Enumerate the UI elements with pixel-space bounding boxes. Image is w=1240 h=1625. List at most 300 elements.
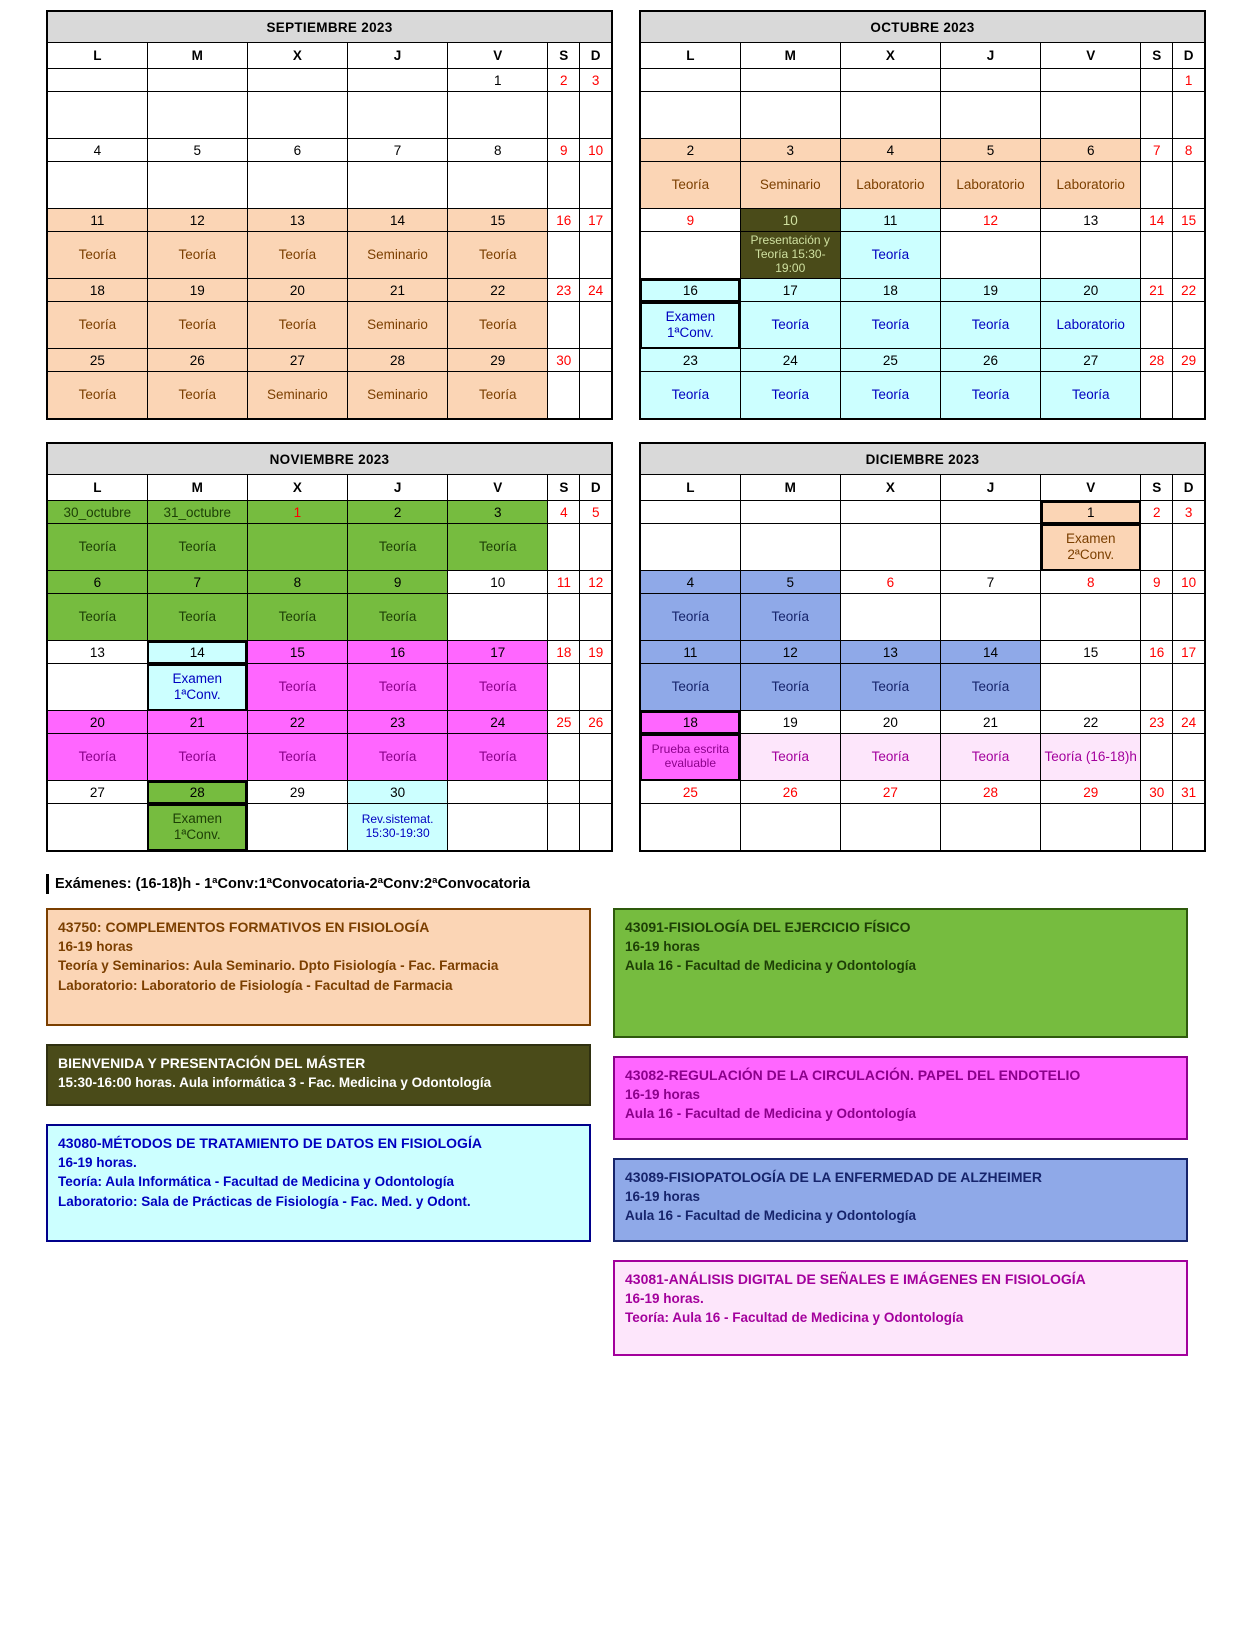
- day-number: 12: [740, 641, 840, 664]
- dow-d: D: [580, 475, 612, 501]
- day-number: 7: [1141, 139, 1173, 162]
- dow-d: D: [1173, 475, 1205, 501]
- day-number: 11: [548, 571, 580, 594]
- day-number: 16: [348, 641, 448, 664]
- day-event: Teoría: [47, 524, 147, 571]
- day-event: [640, 804, 740, 852]
- day-event: [1141, 92, 1173, 139]
- day-event-examen: Examen 1ªConv.: [147, 664, 247, 711]
- day-event: Teoría: [147, 232, 247, 279]
- day-number: 10: [580, 139, 612, 162]
- day-number: 14: [1141, 209, 1173, 232]
- course-legend-left-column: [46, 908, 591, 1260]
- course-box-43750: [46, 908, 591, 1026]
- day-event: Teoría: [448, 524, 548, 571]
- day-number: 6: [247, 139, 347, 162]
- day-event: Laboratorio: [940, 162, 1040, 209]
- day-event: [580, 92, 612, 139]
- day-event: Teoría: [640, 664, 740, 711]
- week-text-row: [640, 162, 1205, 209]
- day-number: 29: [1173, 349, 1205, 372]
- day-number: 6: [1041, 139, 1141, 162]
- dow-l: L: [640, 475, 740, 501]
- week-num-row: [47, 781, 612, 804]
- day-number: 9: [548, 139, 580, 162]
- day-number: 18: [47, 279, 147, 302]
- day-event: [840, 804, 940, 852]
- dow-d: D: [580, 43, 612, 69]
- day-event: [548, 524, 580, 571]
- course-title: 43080-MÉTODOS DE TRATAMIENTO DE DATOS EN FISIOLOGÍA: [58, 1135, 482, 1151]
- course-location-1: Aula 16 - Facultad de Medicina y Odontología: [625, 1208, 917, 1224]
- day-event: Teoría: [840, 664, 940, 711]
- day-event: [1173, 594, 1205, 641]
- day-number: 11: [640, 641, 740, 664]
- day-event: Teoría: [247, 302, 347, 349]
- day-number: 1: [448, 69, 548, 92]
- week-num-row: [47, 501, 612, 524]
- dow-x: X: [247, 475, 347, 501]
- day-number: [448, 781, 548, 804]
- day-number: 1: [1041, 501, 1141, 524]
- course-box-43082: [613, 1056, 1188, 1140]
- day-number: 26: [740, 781, 840, 804]
- day-number: 27: [247, 349, 347, 372]
- day-number: 1: [247, 501, 347, 524]
- day-event: [548, 664, 580, 711]
- day-event: [840, 594, 940, 641]
- day-number: 8: [1041, 571, 1141, 594]
- course-hours: 16-19 horas: [625, 1086, 701, 1102]
- day-event: [1173, 302, 1205, 349]
- day-event: Teoría: [840, 302, 940, 349]
- day-number: 2: [1141, 501, 1173, 524]
- day-event: [840, 524, 940, 571]
- dow-l: L: [47, 43, 147, 69]
- day-number: 24: [740, 349, 840, 372]
- day-number: 2: [640, 139, 740, 162]
- week-num-row: [47, 139, 612, 162]
- day-event: Teoría: [640, 594, 740, 641]
- day-event: [1141, 804, 1173, 852]
- week-text-row: [640, 524, 1205, 571]
- week-text-row: [640, 594, 1205, 641]
- day-event: Teoría: [448, 734, 548, 781]
- course-title: 43091-FISIOLOGÍA DEL EJERCICIO FÍSICO: [625, 919, 911, 935]
- dow-x: X: [247, 43, 347, 69]
- day-event: [47, 162, 147, 209]
- day-number: [1141, 69, 1173, 92]
- day-number: 20: [1041, 279, 1141, 302]
- course-hours: 16-19 horas.: [625, 1290, 704, 1306]
- day-event: Teoría: [740, 734, 840, 781]
- day-event-examen: Examen 1ªConv.: [640, 302, 740, 349]
- dow-m: M: [147, 43, 247, 69]
- day-event: [548, 302, 580, 349]
- day-number: 30: [548, 349, 580, 372]
- day-number: 5: [740, 571, 840, 594]
- day-number: 7: [147, 571, 247, 594]
- week-num-row: [47, 349, 612, 372]
- day-event: Seminario: [347, 302, 447, 349]
- week-text-row: [47, 524, 612, 571]
- week-num-row: [47, 711, 612, 734]
- day-event: Teoría: [147, 372, 247, 420]
- day-number: [247, 69, 347, 92]
- course-location-1: Teoría y Seminarios: Aula Seminario. Dpto Fisiología - Fac. Farmacia: [58, 958, 499, 974]
- day-event: [940, 594, 1040, 641]
- day-event: Laboratorio: [1041, 302, 1141, 349]
- day-number: 3: [580, 69, 612, 92]
- day-number: 17: [740, 279, 840, 302]
- day-number: 30: [348, 781, 448, 804]
- day-number: 21: [1141, 279, 1173, 302]
- day-event: Teoría: [840, 372, 940, 420]
- day-number: 13: [1041, 209, 1141, 232]
- day-number: [580, 781, 612, 804]
- calendar-octubre: [639, 10, 1206, 420]
- day-event: [448, 594, 548, 641]
- day-event: [1041, 232, 1141, 279]
- day-number: 12: [580, 571, 612, 594]
- course-title: BIENVENIDA Y PRESENTACIÓN DEL MÁSTER: [58, 1055, 366, 1071]
- day-event: [548, 162, 580, 209]
- week-num-row: [47, 571, 612, 594]
- week-num-row: [640, 571, 1205, 594]
- day-event: [548, 594, 580, 641]
- dow-j: J: [347, 43, 447, 69]
- day-number: [940, 69, 1040, 92]
- course-location-2: Laboratorio: Sala de Prácticas de Fisiología - Fac. Med. y Odont.: [58, 1194, 471, 1210]
- day-number: 9: [640, 209, 740, 232]
- day-number: 30: [1141, 781, 1173, 804]
- day-number: 9: [348, 571, 448, 594]
- week-text-row: [640, 664, 1205, 711]
- dow-s: S: [548, 43, 580, 69]
- day-event: Teoría: [740, 594, 840, 641]
- day-number: 28: [940, 781, 1040, 804]
- day-number: 15: [448, 209, 548, 232]
- day-event: [640, 524, 740, 571]
- day-event: Teoría: [348, 734, 448, 781]
- course-hours: 16-19 horas: [625, 938, 701, 954]
- day-event: Teoría: [448, 232, 548, 279]
- day-event: [1041, 804, 1141, 852]
- day-number: [1041, 69, 1141, 92]
- day-number: 16: [1141, 641, 1173, 664]
- day-number: 9: [1141, 571, 1173, 594]
- week-num-row: [640, 349, 1205, 372]
- day-number: 15: [247, 641, 347, 664]
- day-event: [1141, 664, 1173, 711]
- day-event: [1141, 372, 1173, 420]
- day-number: 23: [1141, 711, 1173, 734]
- day-number: 7: [940, 571, 1040, 594]
- week-text-row: [640, 302, 1205, 349]
- day-event: [1041, 594, 1141, 641]
- course-location-1: Teoría: Aula Informática - Facultad de Medicina y Odontología: [58, 1174, 455, 1190]
- day-number: [640, 69, 740, 92]
- dow-m: M: [147, 475, 247, 501]
- day-number: 14: [940, 641, 1040, 664]
- week-text-row: [47, 734, 612, 781]
- day-event: Teoría: [348, 524, 448, 571]
- day-number: 27: [1041, 349, 1141, 372]
- day-event: [147, 92, 247, 139]
- day-number: 14: [147, 641, 247, 664]
- day-event: Teoría: [740, 664, 840, 711]
- day-event: Teoría: [147, 302, 247, 349]
- day-event: [640, 232, 740, 279]
- calendar-noviembre: [46, 442, 613, 852]
- day-event: [1141, 594, 1173, 641]
- day-event: [247, 804, 347, 852]
- day-event: [47, 92, 147, 139]
- day-number: 8: [448, 139, 548, 162]
- day-event: [580, 664, 612, 711]
- day-event: [1173, 664, 1205, 711]
- day-event: [580, 232, 612, 279]
- week-num-row: [640, 501, 1205, 524]
- day-event: [640, 92, 740, 139]
- day-number: 17: [580, 209, 612, 232]
- day-event: [1173, 92, 1205, 139]
- day-number: [740, 501, 840, 524]
- day-number: 31_octubre: [147, 501, 247, 524]
- day-event: [548, 804, 580, 852]
- day-number: 1: [1173, 69, 1205, 92]
- day-event: [247, 524, 347, 571]
- calendar-title: SEPTIEMBRE 2023: [47, 11, 612, 43]
- dow-d: D: [1173, 43, 1205, 69]
- day-number: 4: [640, 571, 740, 594]
- day-event: Teoría: [147, 524, 247, 571]
- dow-v: V: [1041, 43, 1141, 69]
- week-text-row: [47, 372, 612, 420]
- day-number: [347, 69, 447, 92]
- day-number: 12: [147, 209, 247, 232]
- day-event: Teoría: [247, 664, 347, 711]
- day-event: [1041, 664, 1141, 711]
- course-location-1: 15:30-16:00 horas. Aula informática 3 - Fac. Medicina y Odontología: [58, 1074, 492, 1090]
- course-location-1: Aula 16 - Facultad de Medicina y Odontología: [625, 1106, 917, 1122]
- day-event: [548, 372, 580, 420]
- exam-legend: Exámenes: (16-18)h - 1ªConv:1ªConvocatoria-2ªConv:2ªConvocatoria: [46, 874, 1240, 894]
- day-number: 13: [47, 641, 147, 664]
- day-event: [1141, 162, 1173, 209]
- course-location-1: Aula 16 - Facultad de Medicina y Odontología: [625, 958, 917, 974]
- calendar-page: [0, 10, 1240, 1625]
- day-event: [1173, 524, 1205, 571]
- day-event: [1141, 524, 1173, 571]
- day-number: [548, 781, 580, 804]
- week-num-row: [640, 711, 1205, 734]
- day-number: 28: [347, 349, 447, 372]
- calendar-diciembre: [639, 442, 1206, 852]
- day-number: 5: [580, 501, 612, 524]
- day-number: 13: [840, 641, 940, 664]
- day-number: 27: [47, 781, 147, 804]
- day-event: [740, 92, 840, 139]
- day-number: 23: [640, 349, 740, 372]
- day-number: 4: [840, 139, 940, 162]
- day-event: [1173, 372, 1205, 420]
- day-number: 26: [580, 711, 612, 734]
- day-number: 25: [548, 711, 580, 734]
- day-event: Teoría: [348, 594, 448, 641]
- day-number: 2: [348, 501, 448, 524]
- day-number: 25: [47, 349, 147, 372]
- course-legend-right-column: [613, 908, 1188, 1374]
- day-event: [580, 594, 612, 641]
- day-event: Teoría: [348, 664, 448, 711]
- day-event: Teoría: [840, 734, 940, 781]
- dow-l: L: [47, 475, 147, 501]
- week-num-row: [640, 781, 1205, 804]
- week-text-row: [640, 372, 1205, 420]
- calendar-septiembre: [46, 10, 613, 420]
- calendar-grid: [46, 10, 1240, 852]
- day-number: 22: [448, 279, 548, 302]
- day-event: [448, 804, 548, 852]
- course-title: 43089-FISIOPATOLOGÍA DE LA ENFERMEDAD DE ALZHEIMER: [625, 1169, 1042, 1185]
- day-event: [1141, 734, 1173, 781]
- day-event: Teoría: [47, 232, 147, 279]
- week-num-row: [640, 209, 1205, 232]
- day-event: [940, 804, 1040, 852]
- day-number: 15: [1173, 209, 1205, 232]
- day-event: [580, 302, 612, 349]
- day-event: [548, 92, 580, 139]
- day-number: 18: [840, 279, 940, 302]
- day-number: [640, 501, 740, 524]
- day-number: 24: [580, 279, 612, 302]
- day-event: Teoría: [840, 232, 940, 279]
- dow-j: J: [348, 475, 448, 501]
- day-event: Teoría: [47, 302, 147, 349]
- calendar-title: DICIEMBRE 2023: [640, 443, 1205, 475]
- day-number: 18: [640, 711, 740, 734]
- day-event: Teoría: [47, 372, 147, 420]
- day-number: 19: [147, 279, 247, 302]
- day-number: 29: [1041, 781, 1141, 804]
- course-hours: 16-19 horas: [625, 1188, 701, 1204]
- day-event: Teoría: [940, 734, 1040, 781]
- calendar-title: OCTUBRE 2023: [640, 11, 1205, 43]
- day-event: Teoría: [1041, 372, 1141, 420]
- day-number: 11: [840, 209, 940, 232]
- day-event: [247, 162, 347, 209]
- day-number: 11: [47, 209, 147, 232]
- day-event-prueba: Prueba escrita evaluable: [640, 734, 740, 781]
- day-number: 26: [940, 349, 1040, 372]
- dow-j: J: [940, 475, 1040, 501]
- week-text-row: [640, 92, 1205, 139]
- day-number: 18: [548, 641, 580, 664]
- day-number: [47, 69, 147, 92]
- day-event: [1173, 734, 1205, 781]
- day-number: 6: [840, 571, 940, 594]
- course-title: 43750: COMPLEMENTOS FORMATIVOS EN FISIOLOGÍA: [58, 919, 430, 935]
- day-number: [840, 69, 940, 92]
- course-hours: 16-19 horas: [58, 938, 134, 954]
- day-number: 13: [247, 209, 347, 232]
- day-event: [47, 664, 147, 711]
- day-number: 10: [1173, 571, 1205, 594]
- day-event: [580, 372, 612, 420]
- course-box-43089: [613, 1158, 1188, 1242]
- day-event: Teoría: [640, 372, 740, 420]
- dow-v: V: [1041, 475, 1141, 501]
- week-text-row: [47, 664, 612, 711]
- day-number: 12: [940, 209, 1040, 232]
- day-number: 8: [1173, 139, 1205, 162]
- week-num-row: [640, 279, 1205, 302]
- day-number: 5: [940, 139, 1040, 162]
- day-event: [580, 162, 612, 209]
- course-box-43091: [613, 908, 1188, 1038]
- day-event: Teoría: [740, 372, 840, 420]
- day-number: 28: [1141, 349, 1173, 372]
- day-event: Teoría: [247, 232, 347, 279]
- day-number: 19: [940, 279, 1040, 302]
- dow-s: S: [548, 475, 580, 501]
- day-number: [740, 69, 840, 92]
- course-box-bienvenida: [46, 1044, 591, 1106]
- dow-m: M: [740, 43, 840, 69]
- week-text-row: [47, 594, 612, 641]
- day-event: [548, 232, 580, 279]
- day-event-presentacion: Presentación y Teoría 15:30-19:00: [740, 232, 840, 279]
- day-event: Seminario: [347, 232, 447, 279]
- week-num-row: [640, 641, 1205, 664]
- week-num-row: [47, 641, 612, 664]
- day-event: Teoría: [940, 372, 1040, 420]
- course-title: 43081-ANÁLISIS DIGITAL DE SEÑALES E IMÁGENES EN FISIOLOGÍA: [625, 1271, 1086, 1287]
- dow-x: X: [840, 475, 940, 501]
- day-number: 14: [347, 209, 447, 232]
- day-event: [448, 162, 548, 209]
- course-location-1: Teoría: Aula 16 - Facultad de Medicina y Odontología: [625, 1310, 964, 1326]
- dow-j: J: [940, 43, 1040, 69]
- dow-s: S: [1141, 475, 1173, 501]
- day-event: Seminario: [247, 372, 347, 420]
- day-number: 4: [548, 501, 580, 524]
- day-event-examen: Examen 1ªConv.: [147, 804, 247, 852]
- day-number: 8: [247, 571, 347, 594]
- week-text-row: [47, 804, 612, 852]
- day-number: 23: [348, 711, 448, 734]
- day-event: Laboratorio: [1041, 162, 1141, 209]
- day-number: 29: [448, 349, 548, 372]
- day-number: 16: [640, 279, 740, 302]
- day-number: 23: [548, 279, 580, 302]
- day-number: 21: [940, 711, 1040, 734]
- day-event: Teoría: [448, 664, 548, 711]
- day-event: [1173, 804, 1205, 852]
- day-event: [580, 524, 612, 571]
- course-box-43081: [613, 1260, 1188, 1356]
- day-number: [147, 69, 247, 92]
- week-num-row: [640, 139, 1205, 162]
- day-number: 24: [448, 711, 548, 734]
- day-number: [940, 501, 1040, 524]
- day-event: Seminario: [347, 372, 447, 420]
- day-number: 25: [640, 781, 740, 804]
- day-number: [580, 349, 612, 372]
- day-number: 5: [147, 139, 247, 162]
- week-text-row: [47, 92, 612, 139]
